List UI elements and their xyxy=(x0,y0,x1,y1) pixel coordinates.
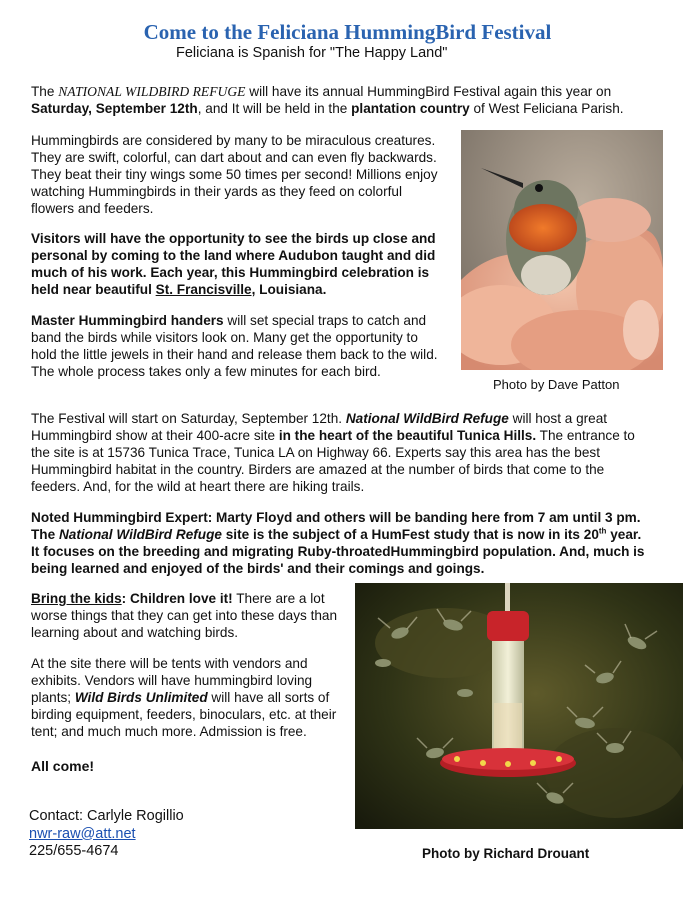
contact-phone: 225/655-4674 xyxy=(29,843,119,859)
expert-paragraph xyxy=(31,509,681,577)
text-line: watching Hummingbirds in their yards as they feed on colorful xyxy=(31,184,402,199)
text-line: Hummingbird show at their 400-acre site xyxy=(31,428,279,443)
text-line: being learned and enjoyed of the birds' and their comings and goings. xyxy=(31,561,485,576)
text-line: The entrance to xyxy=(536,428,635,443)
intro-text: The xyxy=(31,84,59,99)
handers-paragraph xyxy=(31,312,461,380)
text-line: Hummingbirds are considered by many to be miraculous creatures. xyxy=(31,133,436,148)
plantation-country: plantation country xyxy=(351,101,470,116)
text-line: year. xyxy=(606,527,642,542)
text-line: They beat their tiny wings some 50 times per second! Millions enjoy xyxy=(31,167,438,182)
text-line: The whole process takes only a few minutes for each bird. xyxy=(31,364,381,379)
text-line: held near beautiful xyxy=(31,282,156,297)
kids-paragraph xyxy=(31,590,361,641)
text-line: : xyxy=(121,591,130,606)
bring-kids-link[interactable]: Bring the kids xyxy=(31,591,122,606)
text-line: exhibits. Vendors will have hummingbird loving xyxy=(31,673,313,688)
contact-block xyxy=(29,808,184,861)
text-line: will set special traps to catch and xyxy=(223,313,427,328)
text-line: personal by coming to the land where Audubon taught and did xyxy=(31,248,436,263)
intro-text: of West Feliciana Parish. xyxy=(469,101,624,116)
text-line: will have all sorts of xyxy=(207,690,330,705)
text-line: At the site there will be tents with vendors and xyxy=(31,656,308,671)
all-come: All come! xyxy=(31,758,95,774)
children-love-it: Children love it! xyxy=(129,591,233,606)
text-line: feeders. And, for the wild at heart there are hiking trails. xyxy=(31,479,365,494)
hummingbird-in-hand-photo xyxy=(461,130,663,370)
text-line: The xyxy=(31,527,59,542)
intro-text: , and It will be held in the xyxy=(197,101,352,116)
superscript: th xyxy=(598,526,607,536)
visitors-paragraph xyxy=(31,230,461,298)
festival-details-paragraph xyxy=(31,410,681,495)
hummingbird-feeder-photo xyxy=(355,583,683,829)
page-title: Come to the Feliciana HummingBird Festival xyxy=(143,20,552,44)
vendors-paragraph xyxy=(31,655,361,740)
text-line: the site is at 15736 Tunica Trace, Tunica LA on Highway 66. Experts say this area has the best xyxy=(31,445,600,460)
text-line: There are a lot xyxy=(232,591,325,606)
text-line: birding equipment, feeders, binoculars, etc. at their xyxy=(31,707,337,722)
photo1-caption: Photo by Dave Patton xyxy=(493,377,620,392)
text-line: flowers and feeders. xyxy=(31,201,154,216)
text-line: Hummingbird habitat in the country. Birders are amazed at the number of birds that come to the xyxy=(31,462,605,477)
contact-name: Contact: Carlyle Rogillio xyxy=(29,808,184,824)
handers-lead: Master Hummingbird handers xyxy=(31,313,224,328)
st-francisville-link[interactable]: St. Francisville, xyxy=(155,282,256,297)
text-line: learning about and watching birds. xyxy=(31,625,239,640)
text-line: The Festival will start on Saturday, September 12th. xyxy=(31,411,346,426)
text-line: plants; xyxy=(31,690,75,705)
contact-email-link[interactable]: nwr-raw@att.net xyxy=(29,825,136,842)
intro-paragraph xyxy=(31,83,671,117)
hummingbird-facts-paragraph xyxy=(31,132,451,217)
text-line: Visitors will have the opportunity to see the birds up close and xyxy=(31,231,436,246)
text-line: much of his work. Each year, this Hummingbird celebration is xyxy=(31,265,430,280)
text-line: band the birds while visitors look on. Many get the opportunity to xyxy=(31,330,418,345)
tunica-hills: in the heart of the beautiful Tunica Hills. xyxy=(278,428,537,443)
text-line: will host a great xyxy=(508,411,608,426)
text-line: Noted Hummingbird Expert: Marty Floyd and others will be banding here from 7 am until 3 pm. xyxy=(31,510,641,525)
text-line: tent; and much much more. Admission is free. xyxy=(31,724,307,739)
intro-text: will have its annual HummingBird Festival again this year on xyxy=(245,84,612,99)
text-line: It focuses on the breeding and migrating Ruby-throatedHummingbird population. And, much is xyxy=(31,544,645,559)
text-line: hold the little jewels in their hand and release them back to the wild. xyxy=(31,347,438,362)
text-line: site is the subject of a HumFest study that is now in its 20 xyxy=(221,527,599,542)
refuge-name: National WildBird Refuge xyxy=(58,527,222,542)
photo2-caption: Photo by Richard Drouant xyxy=(422,846,590,861)
text-line: They are swift, colorful, can dart about and can even fly backwards. xyxy=(31,150,437,165)
festival-date: Saturday, September 12th xyxy=(31,101,198,116)
page-subtitle: Feliciana is Spanish for "The Happy Land" xyxy=(176,45,448,61)
wild-birds-unlimited: Wild Birds Unlimited xyxy=(74,690,208,705)
refuge-name: National WildBird Refuge xyxy=(345,411,509,426)
text-line: worse things that they can get into these days than xyxy=(31,608,338,623)
refuge-name: NATIONAL WILDBIRD REFUGE xyxy=(58,84,246,99)
text-line: Louisiana. xyxy=(255,282,327,297)
